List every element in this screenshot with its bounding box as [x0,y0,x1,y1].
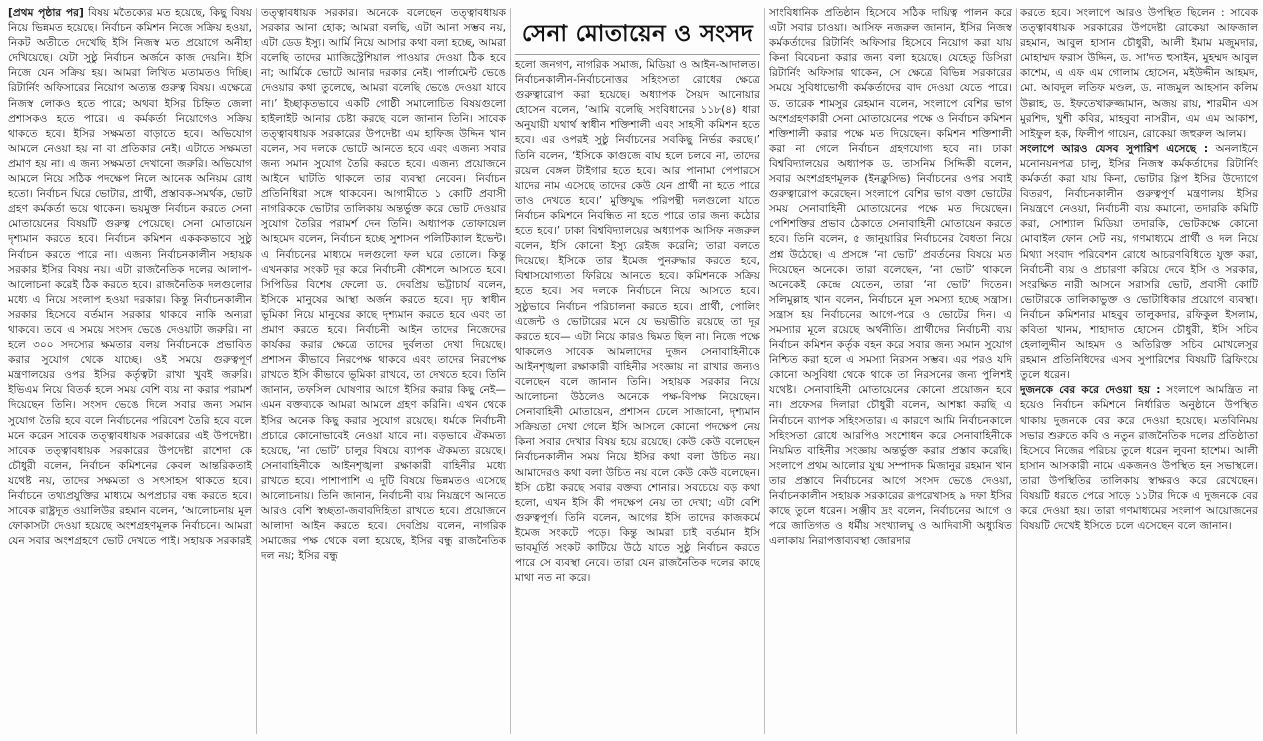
column-divider [510,8,511,734]
recommendations-subheading: সংলাপে আরও যেসব সুপারিশ এসেছে : [1020,142,1209,155]
column-divider [256,8,257,734]
article-column-2 [261,6,506,736]
column-3-text: হলো জনগণ, নাগরিক সমাজ, মিডিয়া ও আইন-আদালত। নির্বাচনকালীন-নির্বাচনোত্তর সহিংসতা রোধের ক্ষেত্রে গুরুত্বারোপ করা হয়েছে। অধ্যাপক সৈয়দ আনোয়ার হোসেন বলেন, ‘আমি বলেছি সংবিধানের ১১৮(৪) ধারা অনুযায়ী যথার্থ স্বাধীন শক্তিশালী এবং সাহসী কমিশন হতে হবে। এর ওপরই সুষ্ঠু নির্বাচনের সবকিছু নির্ভর করছে।’ তিনি বলেন, ‘ইসিকে কাগুজে বাঘ হলে চলবে না, তাদের রয়েল বেঙ্গল টাইগার হতে হবে। আর পানামা পেপারসে যাদের নাম এসেছে তাদের কেউ যেন প্রার্থী না হতে পারে তাও দেখতে হবে।’ মুক্তিযুদ্ধ পরিপন্থী দলগুলো যাতে নির্বাচন কমিশনে নিবন্ধিত না হতে পারে তার জন্য কঠোর হতে হবে।’ ঢাকা বিশ্ববিদ্যালয়ের অধ্যাপক আসিফ নজরুল বলেন, ইসি কোনো ইস্যু রেইজ করেনি; তারা বলতে দিয়েছে। ইসিকে তার ইমেজ পুনরুদ্ধার করতে হবে, বিশ্বাসযোগ্যতা ফিরিয়ে আনতে হবে। কমিশনকে সক্রিয় হতে হবে। সব দলকে নির্বাচনে নিয়ে আসতে হবে। সুষ্ঠুভাবে নির্বাচন পরিচালনা করতে হবে। প্রার্থী, পোলিং এজেন্ট ও ভোটারের মনে যে ভয়ভীতি রয়েছে তা দূর করতে হবে— এটা নিয়ে কারও দ্বিমত ছিল না। নিজে পক্ষে থাকলেও সাবেক আমলাদের দুজন সেনাবাহিনীকে আইনশৃঙ্খলা রক্ষাকারী বাহিনীর সংজ্ঞায় না রাখার জন্যও বলেছেন বলে জানান তিনি। সহায়ক সরকার নিয়ে আলোচনা উঠলেও অনেকে পক্ষ-বিপক্ষ নিয়েছেন। সেনাবাহিনী মোতায়েন, প্রশাসন ঢেলে সাজানো, দৃশ্যমান সক্রিয়তা দেখা গেলে ইসি আসলে কোনো পদক্ষেপ নেয় কিনা সবার দেখার বিষয় হয়ে রয়েছে। কেউ কেউ বলেছেন নির্বাচনকালীন সময় নিয়ে ইসির কথা বলা উচিত নয়। আমাদেরও কথা বলা উচিত নয় বলে কেউ কেউ বলেছেন। ইসি চেষ্টা করছে সবার বক্তব্য শোনার। সবচেয়ে বড় কথা হলো, এখন ইসি কী পদক্ষেপ নেয় তা দেখা; এটা বেশি গুরুত্বপূর্ণ। তিনি বলেন, আগের ইসি তাদের কাজকর্মে ইমেজ সংকটে পড়ে। কিন্তু আমরা চাই বর্তমান ইসি ভাবমূর্তি সংকট কাটিয়ে উঠে যাতে সুষ্ঠু নির্বাচন করতে পারে সে ব্যবস্থা নেবে। তারা যেন রাজনৈতিক দলের কাছে মাথা নত না করে। [515,59,760,585]
expelled-text: সংলাপে আমন্ত্রিত না হয়েও নির্বাচন কমিশনে নির্ধারিত অনুষ্ঠানে উপস্থিত থাকায় দুজনকে বের করে দেওয়া হয়েছে। মতবিনিময় সভার শুরুতে কবি ও নতুন রাজনৈতিক দলের প্রতিষ্ঠাতা হিসেবে নিজের পরিচয় তুলে ধরেন লুবনা হাশেম। আলী হাসান আসকারী নামে একজনও উপস্থিত হন সভাস্থলে। তারা উপস্থিতির তালিকায় স্বাক্ষরও করে রেখেছেন। বিষয়টি ধরতে পেরে সাড়ে ১১টার দিকে এ দুজনকে বের করে দেওয়া হয়। তারা গণমাধ্যমের সংলাপ আয়োজনের বিষয়টি দেখেই ইসিতে চলে এসেছেন বলে জানান। [1020,384,1258,533]
column-1-text: বিষয় মতৈক্যের মত হয়েছে, কিছু বিষয় নিয়ে ভিন্নমত হয়েছে। নির্বাচন কমিশন নিজে সক্রিয় হওয়া, নিকট অতীতে দেখেছি ইসি নিজস্ব মত প্রয়োগে অনীহা দেখিয়েছে। যেটা সুষ্ঠু নির্বাচন অর্জনে কাজ দেয়নি। ইসি নিজে যেন সক্রিয় হয়। আমরা লিখিত মতামতও দিচ্ছি। রিটার্নিং অফিসারের নিয়োগ অত্যন্ত গুরুত্ব বিষয়। এক্ষেত্রে নিজস্ব লোকও হতে পারে; অথবা ইসির চিহ্নিত জেলা প্রশাসকও হতে পারে। এ কর্মকর্তা নিয়োগেও সক্রিয় থাকতে হবে। ইসির সক্ষমতা বাড়াতে হবে। অভিযোগ আমলে নেওয়া হয় না বা প্রতিকার নেই। এটাতে সক্ষমতা প্রমাণ হয় না। এ জন্য সক্ষমতা দেখানো জরুরি। অভিযোগ আমলে নিয়ে সঠিক পদক্ষেপ নিলে আনেক অনিয়ম রোধ হতো। নির্বাচন ঘিরে ভোটার, প্রার্থী, প্রস্তাবক-সমর্থক, ভোট গ্রহণ কর্মকর্তা ভয়ে থাকেন। ভয়মুক্ত নির্বাচন করতে সেনা মোতায়েনের বিষয়টি গুরুত্ব পেয়েছে। সেনা মোতায়েন দৃশ্যমান করতে হবে। নির্বাচন কমিশন একককভাবে সুষ্ঠু নির্বাচন করতে পারে না। এজন্য নির্বাচনকালীন সহায়ক সরকার ইসির বিষয় নয়। এটা রাজনৈতিক দলের আলাপ-আলোচনা করেই ঠিক করতে হবে। রাজনৈতিক দলগুলোর মধ্যে এ নিয়ে সংলাপ হওয়া দরকার। কিন্তু নির্বাচনকালীন সরকার হিসেবে বর্তমান সরকার থাকবে নাকি অন্যরা থাকবে। তবে এ সময়ে সংসদ ভেঙে দেওয়াটা জরুরি। না হলে ৩০০ সদস্যের ক্ষমতার বলয় নির্বাচনকে প্রভাবিত করার সুযোগ থেকে যাচ্ছে। ওই সময়ে গুরুত্বপূর্ণ মন্ত্রণালয়ের ওপর ইসির কর্তৃত্বটা রাখা খুবই জরুরি। ইভিএম নিয়ে বিতর্ক হলে সময় বেশি ব্যয় না করার পরামর্শ দিয়েছেন তিনি। সংসদ ভেঙে দিলে সবার জন্য সমান সুযোগ তৈরি হবে বলে নির্বাচনের পরিবেশ তৈরি হবে বলে মনে করেন সাবেক তত্ত্বাবধায়ক সরকারের এই উপদেষ্টা। সাবেক তত্ত্বাবধায়ক সরকারের উপদেষ্টা রাশেদা কে চৌধুরী বলেন, নির্বাচন কমিশনের কেবল আন্তরিকতাই যথেষ্ট নয়, তাদের সক্ষমতা ও সৎসাহস থাকতে হবে। নির্বাচনে তথ্যপ্রযুক্তির মাধ্যমে অপপ্রচার বন্ধ করতে হবে। সাবেক রাষ্ট্রদূত ওয়ালিউর রহমান বলেন, ‘আলোচনায় মূল ফোকাসটা দেওয়া হয়েছে অংশগ্রহণমূলক নির্বাচনে। আমরা যেন সবার অংশগ্রহণে ভোট দেখতে পাই। সহায়ক সরকারই [8,7,252,548]
column-4-text: সাংবিধানিক প্রতিষ্ঠান হিসেবে সঠিক দায়িত্ব পালন করে এটা সবার চাওয়া। আসিফ নজরুল জানান, ইসির নিজস্ব কর্মকর্তাদের রিটার্নিং অফিসার হিসেবে নিয়োগ করা যায় কিনা বিবেচনা করার জন্য বলা হয়েছে। যেহেতু ডিসিরা রিটার্নিং অফিসার থাকেন, সে ক্ষেত্রে বিভিন্ন সরকারের সময়ে সুবিধাভোগী কর্মকর্তাদের বাদ দেওয়া যেতে পারে। ড. তারেক শামসুর রেহমান বলেন, সংলাপে বেশির ভাগ অংশগ্রহণকারী সেনা মোতায়েনের পক্ষে ও নির্বাচন কমিশন শক্তিশালী করার পক্ষে মত দিয়েছেন। কমিশন শক্তিশালী করা না গেলে নির্বাচন গ্রহণযোগ্য হবে না। ঢাকা বিশ্ববিদ্যালয়ের অধ্যাপক ড. তাসনিম সিদ্দিকী বলেন, সবার অংশগ্রহণমূলক (ইনক্লুসিভ) নির্বাচনের ওপর সবাই গুরুত্বারোপ করেছেন। সংলাপে বেশির ভাগ বক্তা ভোটের সময় সেনাবাহিনী মোতায়েনের পক্ষে মত দিয়েছেন। পেশিশক্তির প্রভাব ঠেকাতে সেনাবাহিনী মোতায়েন করতে হবে। তিনি বলেন, ৫ জানুয়ারির নির্বাচনের বৈধতা নিয়ে প্রশ্ন উঠেছে। এ প্রসঙ্গে ‘না ভোট’ প্রবর্তনের বিষয়ে মত দিয়েছেন অনেকে। তারা বলেছেন, ‘না ভোট’ থাকলে অনেকেই কেন্দ্রে যেতেন, তারা ‘না ভোট’ দিতেন। সলিমুল্লাহ খান বলেন, নির্বাচনে মূল সমস্যা হচ্ছে সন্ত্রাস। সন্ত্রাস হয় নির্বাচনের আগে-পরে ও ভোটের দিন। এ সমস্যার মূলে রয়েছে অর্থনীতি। প্রার্থীদের নির্বাচনী ব্যয় নির্বাচন কমিশন কর্তৃক বহন করে সবার জন্য সমান সুযোগ নিশ্চিত করা হলে এ সমস্যা নিরসন সম্ভব। এর পরও যদি কোনো অসুবিধা থেকে থাকে তা নিরসনের জন্য পুলিশই যথেষ্ট। সেনাবাহিনী মোতায়েনের কোনো প্রয়োজন হবে না। প্রফেসর দিলারা চৌধুরী বলেন, আশঙ্কা করছি এ নির্বাচনে ব্যাপক সহিংসতার। এ কারণে আমি নির্বাচনকালে সহিংসতা রোধে আরপিও সংশোধন করে সেনাবাহিনীকে নিয়মিত বাহিনীর সংজ্ঞায় অন্তর্ভুক্ত করার প্রস্তাব করেছি। সংলাপে প্রথম আলোর যুগ্ম সম্পাদক মিজানুর রহমান খান তার প্রস্তাবে নির্বাচনের আগে সংসদ ভেঙে দেওয়া, নির্বাচনকালীন সহায়ক সরকারের রূপরেখাসহ ৯ দফা ইসির কাছে তুলে ধরেন। সঞ্জীব দ্রং বলেন, নির্বাচনের আগে ও পরে জাতিগত ও ধর্মীয় সংখ্যালঘু ও আদিবাসী অধ্যুষিত এলাকায় নিরাপত্তাব্যবস্থা জোরদার [769,7,1012,548]
article-column-5 [1020,6,1258,736]
headline-underline [515,54,760,55]
continued-from-front-page-marker: [প্রথম পৃষ্ঠার পর] [8,7,84,19]
recommendations-paragraph [1020,142,1258,384]
article-column-1 [8,6,252,736]
article-column-4 [769,6,1012,736]
column-divider [764,8,765,734]
article-headline: সেনা মোতায়েন ও সংসদ [521,20,754,47]
expelled-subheading: দুজনকে বের করে দেওয়া হয় : [1020,384,1161,397]
column-1-paragraph [8,6,252,549]
article-column-3 [515,58,760,736]
column-divider [1016,8,1017,734]
column-2-text: তত্ত্বাবধায়ক সরকার। অনেকে বলেছেন তত্ত্বাবধায়ক সরকার আনা হোক; আমরা বলছি, এটা আনা সম্ভব নয়, এটা ডেড ইস্যু। আর্মি নিয়ে আসার কথা বলা হচ্ছে, আমরা বলেছি তাদের ম্যাজিস্ট্রেশিয়াল পাওয়ার দেওয়া ঠিক হবে না; আর্মিকে ভোটে আনার দরকার নেই। পার্লামেন্ট ভেঙে দেওয়ার কথা তুলেছে, আমরা বলেছি ভেঙে দেওয়া যাবে না।’ ইচ্ছাকৃতভাবে একটি গোষ্ঠী সমালোচিত বিষয়গুলো হাইলাইট আনার চেষ্টা করছে বলে জানান তিনি। সাবেক তত্ত্বাবধায়ক সরকারের উপদেষ্টা এম হাফিজ উদ্দিন খান বলেন, সব দলকে ভোটে আনতে হবে এবং এজন্য সবার জন্য সমান সুযোগ তৈরি করতে হবে। এজন্য প্রয়োজনে আইনে ঘাটতি থাকলে তার ব্যবস্থা নেবেন। নির্বাচন প্রতিনিধিরা সঙ্গে থাকবেন। আগামীতে ১ কোটি প্রবাসী নাগরিককে ভোটার তালিকায় অন্তর্ভুক্ত করে ভোট দেওয়ার সুযোগ তৈরির পরামর্শ দেন তিনি। অধ্যাপক তোফায়েল আহমেদ বলেন, নির্বাচন হচ্ছে সুশাসন পলিটিক্যাল ইভেন্ট। এ নির্বাচনের মাধ্যমে দলগুলো ফল ঘরে তোলে। কিন্তু এখনকার সংকট দূর করে নির্বাচনী কৌশলে আসতে হবে। সিপিডির বিশেষ ফেলো ড. দেবপ্রিয় ভট্টাচার্য বলেন, ইসিকে মানুষের আস্থা অর্জন করতে হবে। দৃঢ় স্বাধীন ভূমিকা নিয়ে মানুষের কাছে দৃশ্যমান করতে হবে এবং তা প্রমাণ করতে হবে। নির্বাচনী আইন তাদের নিজেদের কার্যকর করার ক্ষেত্রে তাদের দুর্বলতা দেখা দিয়েছে। প্রশাসন কীভাবে নিরপেক্ষ থাকবে এবং তাদের নিরপেক্ষ রাখতে ইসি কীভাবে ভূমিকা রাখবে, তা দেখতে হবে। তিনি জানান, তফসিল ঘোষণার আগে ইসির করার কিছু নেই— এমন বক্তব্যকে আমরা আমলে গ্রহণ করিনি। এখন থেকে ইসির অনেক কিছু করার সুযোগ রয়েছে। ধর্মকে নির্বাচনী প্রচারে কোনোভাবেই নেওয়া যাবে না। বড়ভাবে ঐকমত্য হয়েছে, ‘না ভোট’ চালুর বিষয়ে ব্যাপক ঐকমত্য রয়েছে। সেনাবাহিনীকে আইনশৃঙ্খলা রক্ষাকারী বাহিনীর মধ্যে রাখতে হবে। পাশাপাশি এ দুটি বিষয়ে ভিন্নমতও এসেছে আলোচনায়। তিনি জানান, নির্বাচনী ব্যয় নিয়ন্ত্রণে আনতে আরও বেশি স্বচ্ছতা-জবাবদিহিতা রাখতে হবে। প্রয়োজনে আলাদা আইন করতে হবে। দেবপ্রিয় বলেন, নাগরিক সমাজের পক্ষ থেকে বলা হয়েছে, ইসির বন্ধু রাজনৈতিক দল নয়; ইসির বন্ধু [261,7,506,563]
column-5-lead-text: করতে হবে। সংলাপে আরও উপস্থিত ছিলেন : সাবেক তত্ত্বাবধায়ক সরকারের উপদেষ্টা রোকেয়া আফজাল রহমান, আবুল হাসান চৌধুরী, আলী ইমাম মজুমদার, মোহাম্মদ ফরাস উদ্দিন, ড. সা'দত হুসাইন, মুহম্মদ আবুল কাশেম, এ এফ এম গোলাম হোসেন, মইউদ্দীন আহমদ, মো. আবদুল লতিফ মণ্ডল, ড. নাজমুল আহসান কলিম উল্লাহ, ড. ইফতেখারুজ্জামান, অজয় রায়, শারমীন এস মুরশিদ, খুশী কবির, মাহবুবা নাসরীন, এম এম আকাশ, সাইফুল হক, ফিলীপ গায়েন, রোকেয়া জহুরুল আলম। [1020,7,1258,140]
recommendations-text: অনলাইনে মনোনয়নপত্র চালু, ইসির নিজস্ব কর্মকর্তাদের রিটার্নিং কর্মকর্তা করা যায় কিনা, ভোটার স্লিপ ইসির উদ্যোগে বিতরণ, নির্বাচনকালীন গুরুত্বপূর্ণ মন্ত্রণালয় ইসির নিয়ন্ত্রণে নেওয়া, নির্বাচনী ব্যয় কমানো, তদারকি কমিটি করা, সোশ্যাল মিডিয়া তদারকি, ভোটকক্ষে কোনো মোবাইল ফোন সেট নয়, গণমাধ্যমে প্রার্থী ও দল নিয়ে মিথ্যা সংবাদ পরিবেশন রোধে আচরণবিধিতে যুক্ত করা, নির্বাচনী ব্যয় ও প্রচারণা করিয়ে দেবে ইসি ও সরকার, সংরক্ষিত নারী আসনে সরাসরি ভোট, প্রবাসী কোটি ভোটারকে তালিকাভুক্ত ও ভোটাধিকার প্রয়োগে ব্যবস্থা। নির্বাচন কমিশনার মাহবুব তালুকদার, রফিকুল ইসলাম, কবিতা খানম, শাহাদাত হোসেন চৌধুরী, ইসি সচিব হেলালুদ্দীন আহমদ ও অতিরিক্ত সচিব মোখলেসুর রহমান প্রতিনিধিদের এসব সুপারিশের বিষয়টি ব্রিফিংয়ে তুলে ধরেন। [1020,142,1258,382]
expelled-paragraph [1020,383,1258,534]
